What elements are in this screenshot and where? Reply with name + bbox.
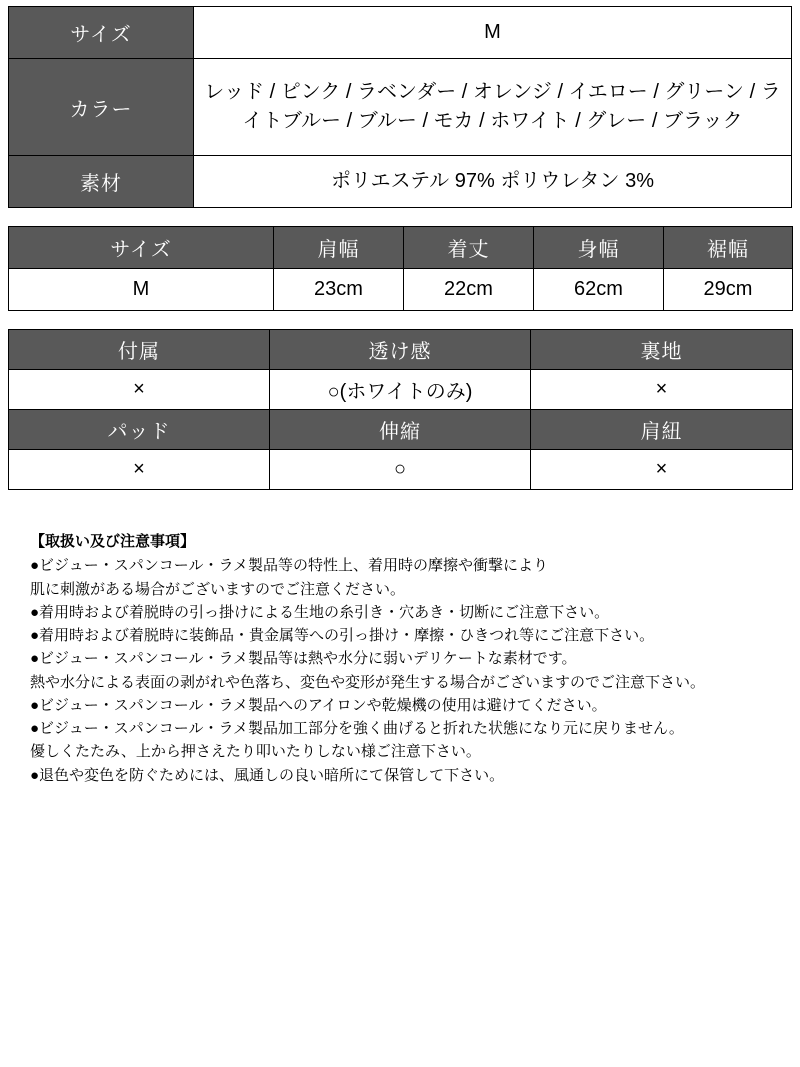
attr-header-accessory: 付属 xyxy=(9,330,270,370)
attr-value-sheerness: ○(ホワイトのみ) xyxy=(270,370,531,410)
spec-label-color: カラー xyxy=(9,59,194,156)
attribute-table xyxy=(8,329,793,490)
attr-header-sheerness: 透け感 xyxy=(270,330,531,370)
table-header-row xyxy=(9,227,793,269)
attr-value-stretch: ○ xyxy=(270,450,531,490)
measure-value-bust: 62cm xyxy=(534,269,664,311)
spec-label-size: サイズ xyxy=(9,7,194,59)
care-note-line: ●退色や変色を防ぐためには、風通しの良い暗所にて保管して下さい。 xyxy=(30,766,505,784)
attr-value-pad: × xyxy=(9,450,270,490)
care-notes xyxy=(8,530,792,787)
spec-table xyxy=(8,6,792,208)
table-row xyxy=(9,370,793,410)
spec-value-size: M xyxy=(194,7,792,59)
measure-header-hem: 裾幅 xyxy=(664,227,793,269)
measure-value-shoulder: 23cm xyxy=(274,269,404,311)
attr-value-accessory: × xyxy=(9,370,270,410)
care-note-line: ●ビジュー・スパンコール・ラメ製品へのアイロンや乾燥機の使用は避けてください。 xyxy=(30,696,607,714)
care-note-line: ●ビジュー・スパンコール・ラメ製品等の特性上、着用時の摩擦や衝撃により xyxy=(30,557,549,575)
attr-header-strap: 肩紐 xyxy=(531,410,793,450)
measure-header-shoulder: 肩幅 xyxy=(274,227,404,269)
spec-label-material: 素材 xyxy=(9,156,194,208)
attr-header-lining: 裏地 xyxy=(531,330,793,370)
care-note-line: ●着用時および着脱時に装飾品・貴金属等への引っ掛け・摩擦・ひきつれ等にご注意下さい。 xyxy=(30,627,655,644)
attr-header-stretch: 伸縮 xyxy=(270,410,531,450)
measurement-table xyxy=(8,226,793,311)
measure-header-size: サイズ xyxy=(9,227,274,269)
table-row xyxy=(9,156,792,208)
care-note-line: ●ビジュー・スパンコール・ラメ製品加工部分を強く曲げると折れた状態になり元に戻りません。 xyxy=(30,720,684,737)
care-note-line: 優しくたたみ、上から押さえたり叩いたりしない様ご注意下さい。 xyxy=(30,743,481,761)
care-note-line: 熱や水分による表面の剥がれや色落ち、変色や変形が発生する場合がございますのでご注意下さい。 xyxy=(30,673,706,691)
measure-header-bust: 身幅 xyxy=(534,227,664,269)
table-row xyxy=(9,269,793,311)
measure-value-length: 22cm xyxy=(404,269,534,311)
care-note-line: ●着用時および着脱時の引っ掛けによる生地の糸引き・穴あき・切断にご注意下さい。 xyxy=(30,603,610,621)
attr-value-strap: × xyxy=(531,450,793,490)
table-header-row xyxy=(9,330,793,370)
measure-header-length: 着丈 xyxy=(404,227,534,269)
measure-value-hem: 29cm xyxy=(664,269,793,311)
care-note-line: ●ビジュー・スパンコール・ラメ製品等は熱や水分に弱いデリケートな素材です。 xyxy=(30,650,577,668)
attr-value-lining: × xyxy=(531,370,793,410)
care-note-line: 肌に刺激がある場合がございますのでご注意ください。 xyxy=(30,580,406,598)
measure-value-size: M xyxy=(9,269,274,311)
table-row xyxy=(9,450,793,490)
spec-value-material: ポリエステル 97% ポリウレタン 3% xyxy=(194,156,792,208)
spec-value-color: レッド / ピンク / ラベンダー / オレンジ / イエロー / グリーン / ライトブルー / ブルー / モカ / ホワイト / グレー / ブラック xyxy=(194,59,792,156)
attr-header-pad: パッド xyxy=(9,410,270,450)
table-row xyxy=(9,7,792,59)
table-row xyxy=(9,59,792,156)
table-header-row xyxy=(9,410,793,450)
care-notes-title: 【取扱い及び注意事項】 xyxy=(30,533,196,550)
